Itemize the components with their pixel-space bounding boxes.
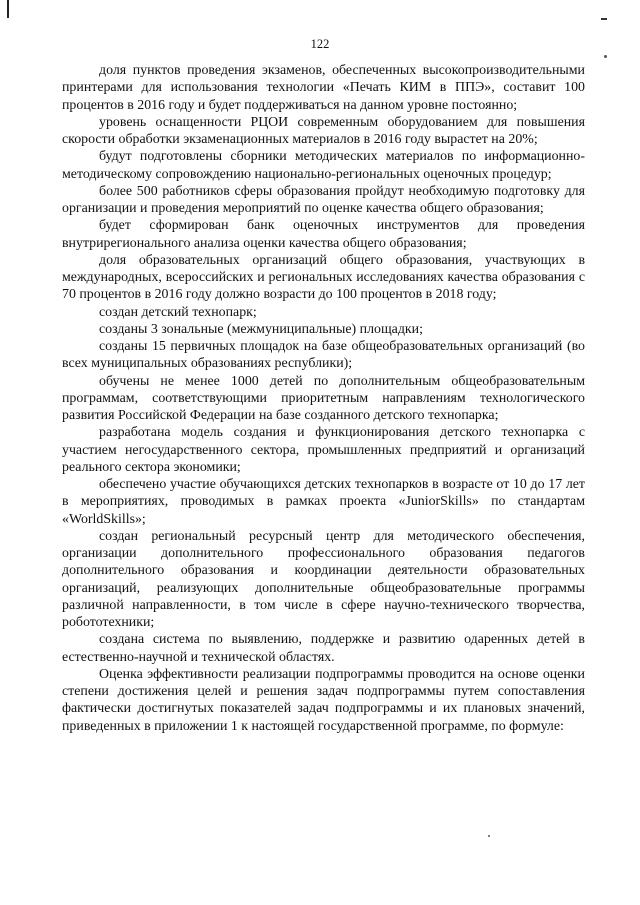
paragraph: будут подготовлены сборники методических материалов по информационно-методическому сопровождению национально-региональных оценочных процедур; (62, 149, 585, 182)
paragraph: создана система по выявлению, поддержке и развитию одаренных детей в естественно-научной и технической областях. (62, 632, 585, 665)
paragraph: доля образовательных организаций общего образования, участвующих в международных, всероссийских и региональных исследованиях качества образования с 70 процентов в 2016 году должно возрасти до 100 процентов в 2018 году; (62, 252, 585, 303)
paragraph: создан региональный ресурсный центр для методического обеспечения, организации дополнительного профессионального образования педагогов дополнительного образования и координации деятельности образовательных организаций, реализующих дополнительные общеобразовательные программы различной направленности, в том числе в сфере научно-технического творчества, робототехники; (62, 528, 585, 630)
paragraph: будет сформирован банк оценочных инструментов для проведения внутрирегионального анализа оценки качества общего образования; (62, 218, 585, 251)
paragraph: создан детский технопарк; (99, 304, 257, 320)
scan-speck (488, 835, 490, 837)
paragraph: обеспечено участие обучающихся детских технопарков в возрасте от 10 до 17 лет в мероприятиях, проводимых в рамках проекта «JuniorSkills» по стандартам «WorldSkills»; (62, 477, 585, 527)
paragraph: созданы 15 первичных площадок на базе общеобразовательных организаций (во всех муниципальных образованиях республики); (62, 339, 585, 372)
document-body (62, 62, 585, 735)
paragraph: обучены не менее 1000 детей по дополнительным общеобразовательным программам, соответствующими приоритетным направлениям технологического развития Российской Федерации на базе созданного детского технопарка; (62, 373, 585, 423)
paragraph: Оценка эффективности реализации подпрограммы проводится на основе оценки степени достижения целей и решения задач подпрограммы путем сопоставления фактически достигнутых показателей задач подпрограммы и их плановых значений, приведенных в приложении 1 к настоящей государственной программе, по формуле: (62, 666, 585, 734)
scan-mark (601, 18, 607, 20)
paragraph: уровень оснащенности РЦОИ современным оборудованием для повышения скорости обработки экзаменационных материалов в 2016 году вырастет на 20%; (62, 114, 585, 147)
paragraph: разработана модель создания и функционирования детского технопарка с участием негосударственного сектора, промышленных предприятий и организаций реального сектора экономики; (62, 425, 585, 475)
paragraph: созданы 3 зональные (межмуниципальные) площадки; (99, 321, 423, 337)
scan-edge-mark (7, 0, 9, 18)
paragraph: доля пунктов проведения экзаменов, обеспеченных высокопроизводительными принтерами для использования технологии «Печать КИМ в ППЭ», составит 100 процентов в 2016 году и будет поддерживаться на данном уровне постоянно; (62, 63, 585, 113)
paragraph: более 500 работников сферы образования пройдут необходимую подготовку для организации и проведения мероприятий по оценке качества общего образования; (62, 183, 585, 216)
page-number: 122 (310, 37, 330, 51)
scan-speck (604, 55, 607, 58)
